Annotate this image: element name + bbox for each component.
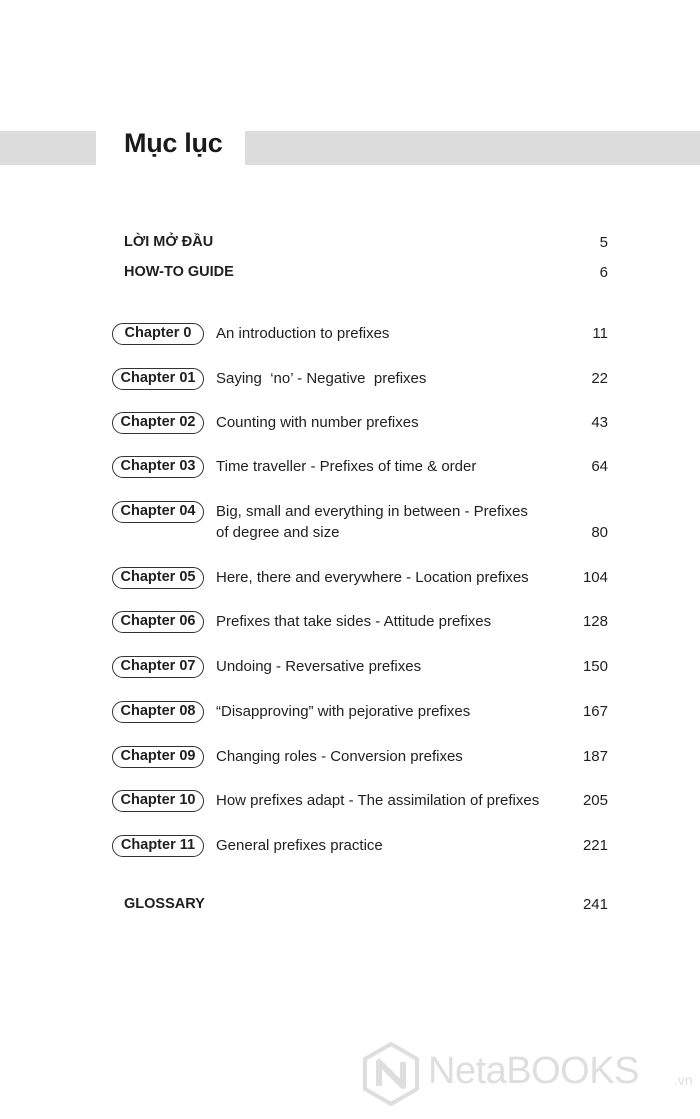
chapter-badge: Chapter 05 [112, 567, 204, 589]
watermark-suffix: .vn [674, 1072, 693, 1088]
toc-entry-how-to-guide[interactable] [124, 264, 608, 284]
chapter-title: Changing roles - Conversion prefixes [216, 748, 463, 765]
chapter-title: “Disapproving” with pejorative prefixes [216, 703, 471, 720]
entry-label: GLOSSARY [124, 896, 205, 912]
chapter-title: How prefixes adapt - The assimilation of prefixes [216, 792, 540, 809]
chapter-badge: Chapter 03 [112, 456, 204, 478]
toc-entry-preface[interactable] [124, 234, 608, 254]
entry-page: 241 [582, 896, 608, 913]
chapter-badge: Chapter 02 [112, 412, 204, 434]
chapter-badge: Chapter 11 [112, 835, 204, 857]
chapter-title: Undoing - Reversative prefixes [216, 658, 422, 675]
chapter-page: 150 [582, 658, 608, 675]
chapter-page: 187 [582, 748, 608, 765]
chapter-title: General prefixes practice [216, 837, 383, 854]
chapter-title: Counting with number prefixes [216, 414, 419, 431]
chapter-badge: Chapter 06 [112, 611, 204, 633]
entry-page: 6 [599, 264, 608, 281]
title-bar-right [245, 131, 700, 165]
chapter-title: Big, small and everything in between - Prefixes of degree and size [216, 503, 528, 541]
chapter-page: 80 [591, 524, 608, 541]
watermark [362, 1038, 700, 1108]
chapter-page: 167 [582, 703, 608, 720]
chapter-page: 43 [591, 414, 608, 431]
chapter-badge: Chapter 08 [112, 701, 204, 723]
chapter-badge: Chapter 09 [112, 746, 204, 768]
toc-entry-glossary[interactable] [124, 896, 608, 916]
watermark-brand: NetaBOOKS [428, 1050, 639, 1092]
chapter-title: Time traveller - Prefixes of time & order [216, 458, 477, 475]
chapter-page: 221 [582, 837, 608, 854]
entry-label: HOW-TO GUIDE [124, 264, 234, 280]
chapter-badge: Chapter 07 [112, 656, 204, 678]
chapter-page: 11 [592, 325, 608, 342]
chapter-page: 22 [591, 370, 608, 387]
chapter-page: 128 [582, 613, 608, 630]
entry-label: LỜI MỞ ĐẦU [124, 234, 214, 250]
netabooks-logo-icon [362, 1042, 420, 1106]
chapter-badge: Chapter 10 [112, 790, 204, 812]
chapter-badge: Chapter 01 [112, 368, 204, 390]
chapter-title: Here, there and everywhere - Location prefixes [216, 569, 529, 586]
chapter-page: 64 [591, 458, 608, 475]
chapter-title: Saying ‘no’ - Negative prefixes [216, 370, 427, 387]
chapter-title: Prefixes that take sides - Attitude prefixes [216, 613, 492, 630]
chapter-page: 205 [582, 792, 608, 809]
chapter-title: An introduction to prefixes [216, 325, 390, 342]
chapter-badge: Chapter 0 [112, 323, 204, 345]
entry-page: 5 [599, 234, 608, 251]
chapter-page: 104 [582, 569, 608, 586]
chapter-badge: Chapter 04 [112, 501, 204, 523]
page-title: Mục lục [124, 128, 223, 158]
title-bar-left [0, 131, 96, 165]
